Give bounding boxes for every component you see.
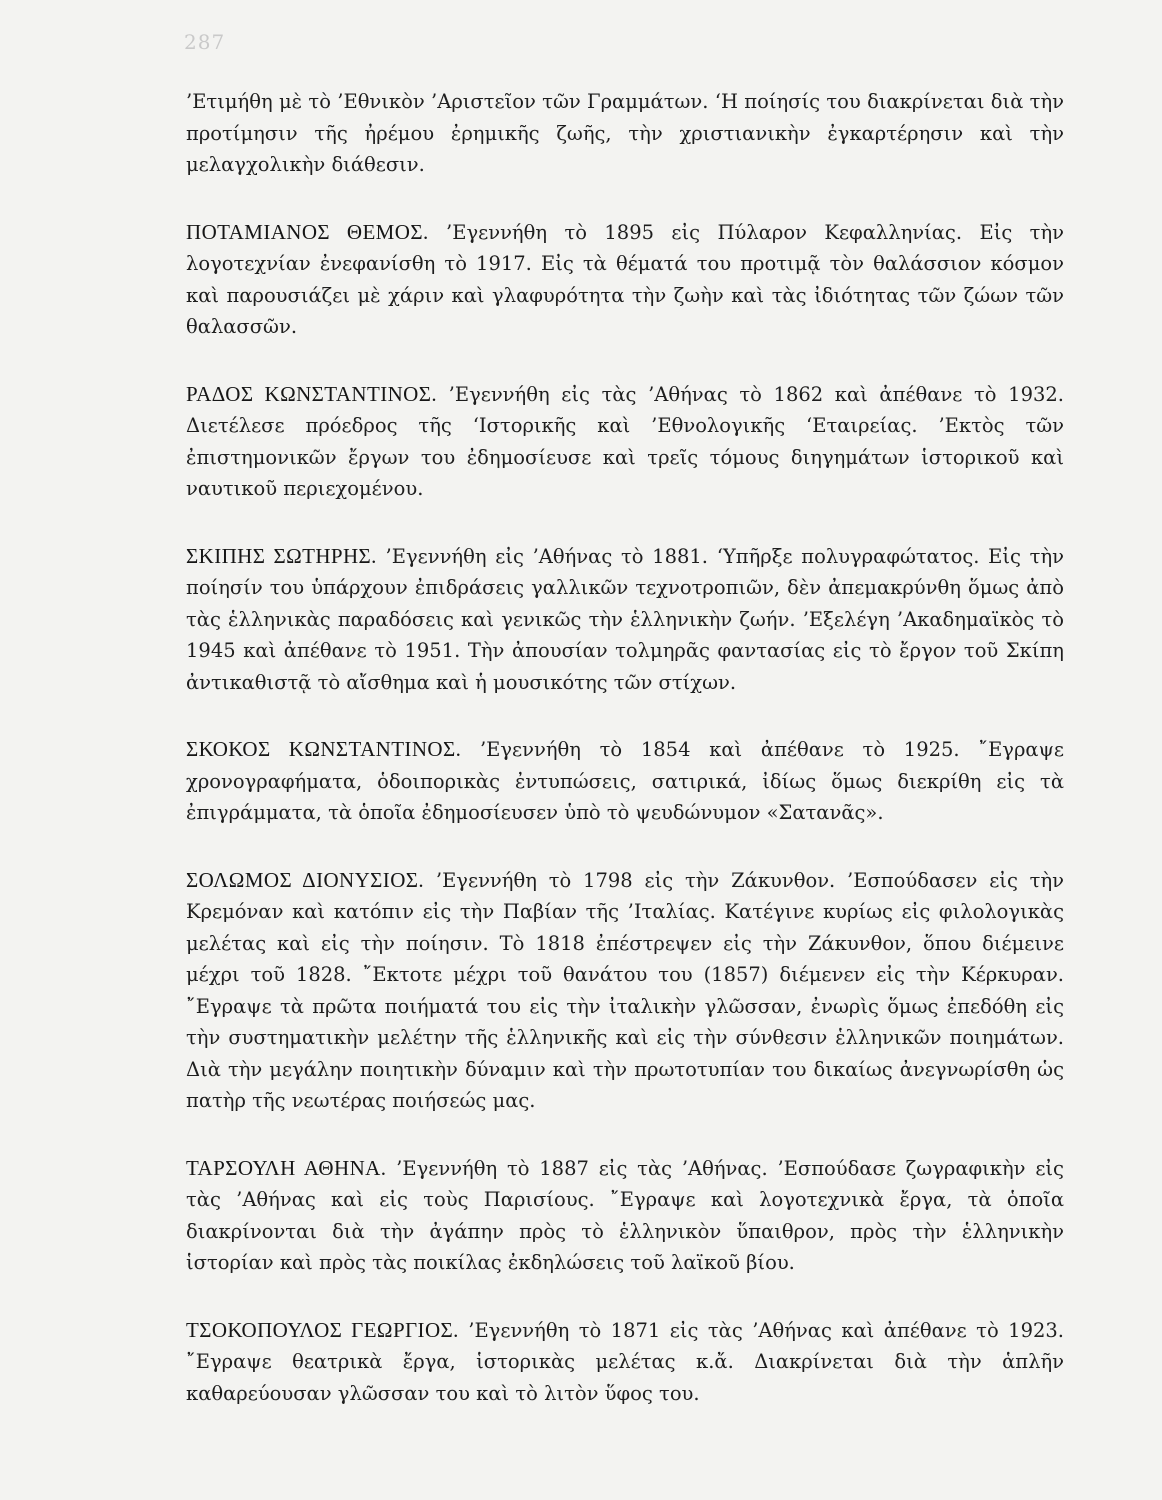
entry-solomos [186,865,1064,1117]
entry-heading: ΠΟΤΑΜΙΑΝΟΣ ΘΕΜΟΣ. [186,219,429,244]
entry-potamianos [186,217,1064,343]
entry-body: ’Εγεννήθη τὸ 1854 καὶ ἀπέθανε τὸ 1925. ῎Εγραψε χρονογραφήματα, ὁδοιπορικὰς ἐντυπώσεις, σατιρικά, ἰδίως ὅμως διεκρίθη εἰς τὰ ἐπιγράμματα, τὰ ὁποῖα ἐδημοσίευσεν ὑπὸ τὸ ψευδώνυμον «Σατανᾶς». [186,738,1064,824]
entry-body: ’Εγεννήθη τὸ 1895 εἰς Πύλαρον Κεφαλληνίας. Εἰς τὴν λογοτεχνίαν ἐνεφανίσθη τὸ 1917. Εἰς τὰ θέματά του προτιμᾷ τὸν θαλάσσιον κόσμον καὶ παρουσιάζει μὲ χάριν καὶ γλαφυρότητα τὴν ζωὴν καὶ τὰς ἰδιότητας τῶν ζώων τῶν θαλασσῶν. [186,220,1065,338]
entry-heading: ΤΑΡΣΟΥΛΗ ΑΘΗΝΑ. [186,1155,387,1180]
entry-skipis [186,541,1064,699]
entry-heading: ΡΑΔΟΣ ΚΩΝΣΤΑΝΤΙΝΟΣ. [186,381,437,406]
entry-heading: ΣΚΟΚΟΣ ΚΩΝΣΤΑΝΤΙΝΟΣ. [186,737,462,761]
entry-body: ’Εγεννήθη τὸ 1798 εἰς τὴν Ζάκυνθον. ’Εσπούδασεν εἰς τὴν Κρεμόναν καὶ κατόπιν εἰς τὴν Παβίαν τῆς ’Ιταλίας. Κατέγινε κυρίως εἰς φιλολογικὰς μελέτας καὶ εἰς τὴν ποίησιν. Τὸ 1818 ἐπέστρεψεν εἰς τὴν Ζάκυνθον, ὅπου διέμεινε μέχρι τοῦ 1828. ῎Εκτοτε μέχρι τοῦ θανάτου του (1857) διέμενεν εἰς τὴν Κέρκυραν. ῎Εγραψε τὰ πρῶτα ποιήματά του εἰς τὴν ἰταλικὴν γλῶσσαν, ἐνωρὶς ὅμως ἐπεδόθη εἰς τὴν συστηματικὴν μελέτην τῆς ἑλληνικῆς καὶ εἰς τὴν σύνθεσιν ἑλληνικῶν ποιημάτων. Διὰ τὴν μεγάλην ποιητικὴν δύναμιν καὶ τὴν πρωτοτυπίαν του δικαίως ἀνεγνωρίσθη ὡς πατὴρ τῆς νεωτέρας ποιήσεώς μας. [186,868,1065,1112]
entry-body: ’Εγεννήθη τὸ 1871 εἰς τὰς ’Αθήνας καὶ ἀπέθανε τὸ 1923. ῎Εγραψε θεατρικὰ ἔργα, ἱστορικὰς μελέτας κ.ἄ. Διακρίνεται διὰ τὴν ἁπλῆν καθαρεύουσαν γλῶσσαν του καὶ τὸ λιτὸν ὕφος του. [186,1318,1064,1405]
intro-paragraph: ’Ετιμήθη μὲ τὸ ’Εθνικὸν ’Αριστεῖον τῶν Γραμμάτων. ‘Η ποίησίς του διακρίνεται διὰ τὴν προτίμησιν τῆς ἠρέμου ἐρημικῆς ζωῆς, τὴν χριστιανικὴν ἐγκαρτέρησιν καὶ τὴν μελαγχολικὴν διάθεσιν. [186,90,1064,176]
page-number: 287 [184,30,226,54]
entry-skokos [186,734,1064,829]
entry-heading: ΣΚΙΠΗΣ ΣΩΤΗΡΗΣ. [186,543,377,568]
entry-rados [186,379,1064,505]
entry-heading: ΤΣΟΚΟΠΟΥΛΟΣ ΓΕΩΡΓΙΟΣ. [186,1317,459,1342]
entry-heading: ΣΟΛΩΜΟΣ ΔΙΟΝΥΣΙΟΣ. [186,867,425,892]
text-column [186,86,1064,1409]
entry-body: ’Εγεννήθη εἰς ’Αθήνας τὸ 1881. ‘Υπῆρξε πολυγραφώτατος. Εἰς τὴν ποίησίν του ὑπάρχουν ἐπιδράσεις γαλλικῶν τεχνοτροπιῶν, δὲν ἀπεμακρύνθη ὅμως ἀπὸ τὰς ἑλληνικὰς παραδόσεις καὶ γενικῶς τὴν ἑλληνικὴν ζωήν. ’Εξελέγη ’Ακαδημαϊκὸς τὸ 1945 καὶ ἀπέθανε τὸ 1951. Τὴν ἀπουσίαν τολμηρᾶς φαντασίας εἰς τὸ ἔργον τοῦ Σκίπη ἀντικαθιστᾷ τὸ αἴσθημα καὶ ἡ μουσικότης τῶν στίχων. [186,544,1064,694]
entry-tsokopoulos [186,1315,1064,1410]
entry-body: ’Εγεννήθη εἰς τὰς ’Αθήνας τὸ 1862 καὶ ἀπέθανε τὸ 1932. Διετέλεσε πρόεδρος τῆς ‘Ιστορικῆς καὶ ’Εθνολογικῆς ‘Εταιρείας. ’Εκτὸς τῶν ἐπιστημονικῶν ἔργων του ἐδημοσίευσε καὶ τρεῖς τόμους διηγημάτων ἱστορικοῦ καὶ ναυτικοῦ περιεχομένου. [186,382,1064,500]
entry-body: ’Εγεννήθη τὸ 1887 εἰς τὰς ’Αθήνας. ’Εσπούδασε ζωγραφικὴν εἰς τὰς ’Αθήνας καὶ εἰς τοὺς Παρισίους. ῎Εγραψε καὶ λογοτεχνικὰ ἔργα, τὰ ὁποῖα διακρίνονται διὰ τὴν ἀγάπην πρὸς τὸ ἑλληνικὸν ὕπαιθρον, πρὸς τὴν ἑλληνικὴν ἱστορίαν καὶ πρὸς τὰς ποικίλας ἐκδηλώσεις τοῦ λαϊκοῦ βίου. [186,1156,1064,1274]
entry-tarsouli [186,1153,1064,1279]
